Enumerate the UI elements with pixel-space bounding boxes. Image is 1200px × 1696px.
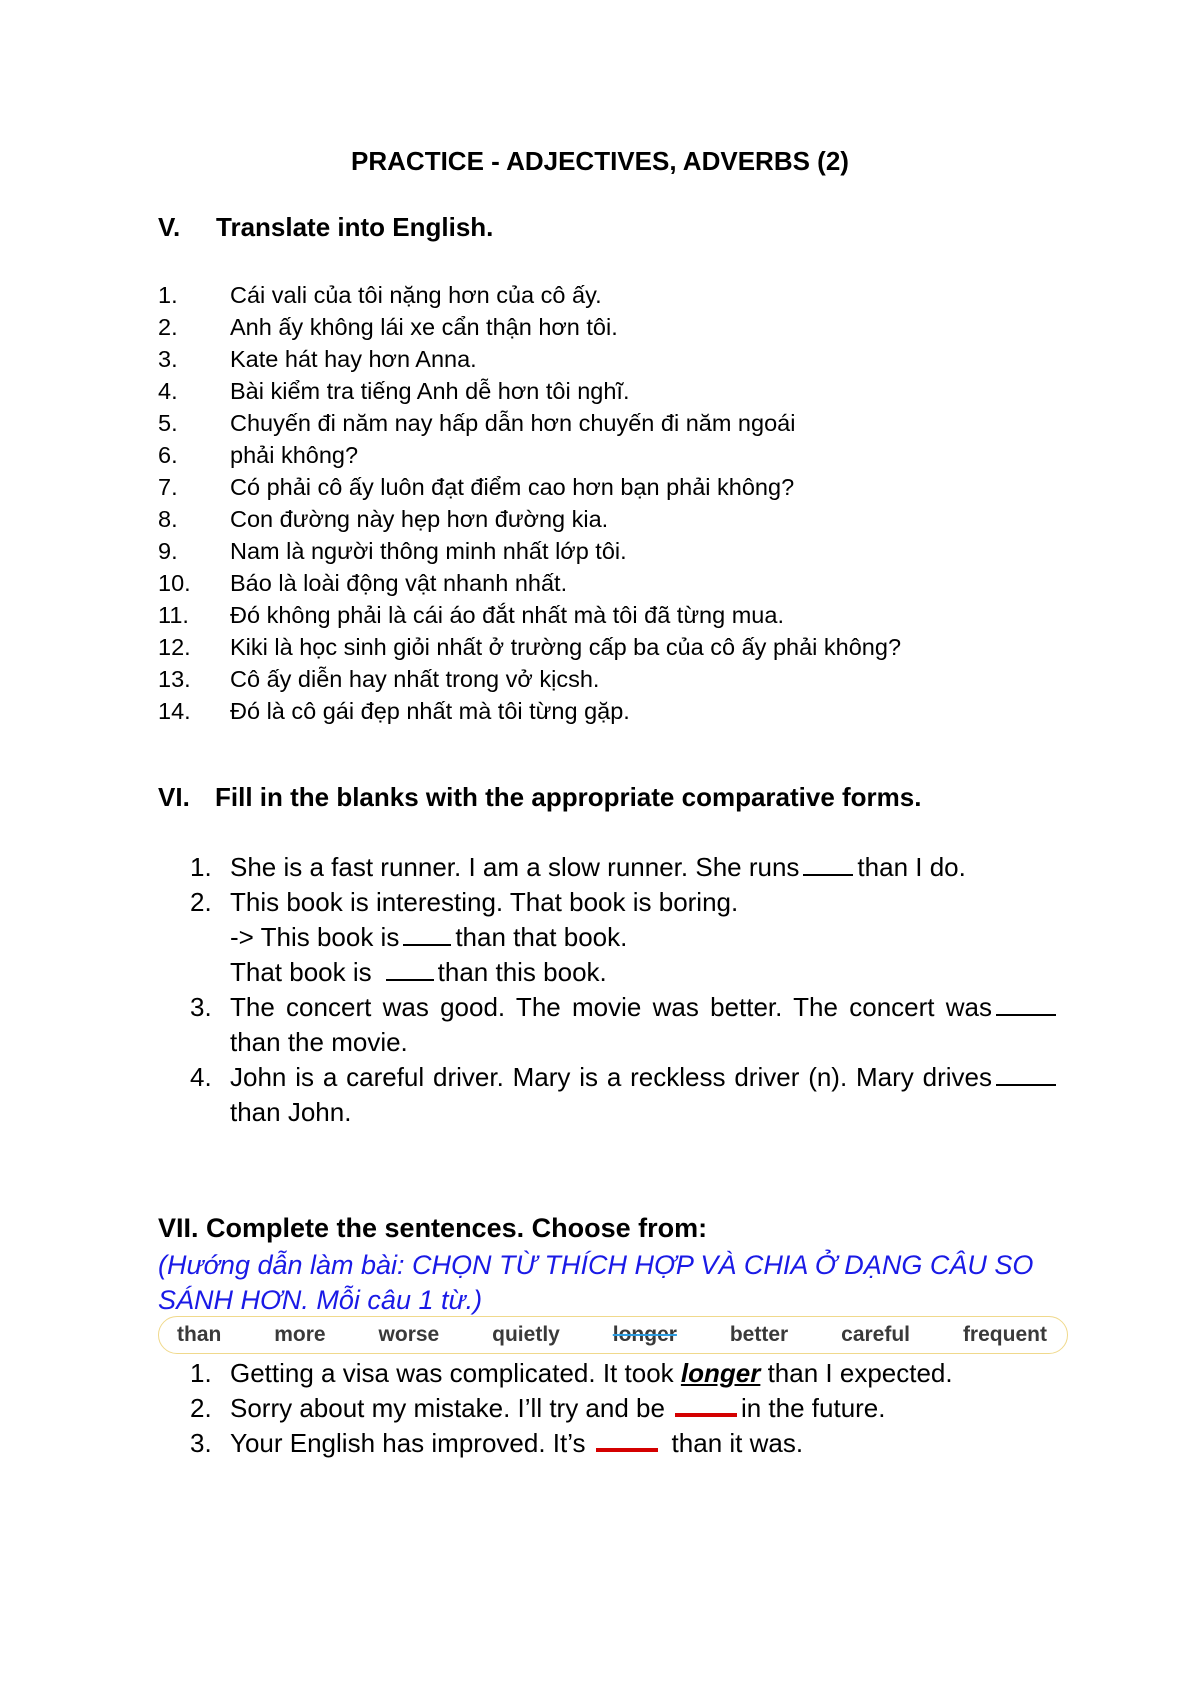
item-number: 2. bbox=[190, 1393, 212, 1423]
item-number: 8. bbox=[158, 506, 178, 532]
list-item bbox=[158, 503, 901, 535]
item-number: 2. bbox=[190, 887, 212, 917]
list-item bbox=[190, 1356, 1060, 1391]
list-item bbox=[158, 567, 901, 599]
word-bank-item: than bbox=[177, 1323, 222, 1346]
item-text: The concert was good. The movie was better. The concert was bbox=[230, 992, 992, 1022]
word-bank bbox=[158, 1316, 1068, 1354]
item-number: 6. bbox=[158, 442, 178, 468]
item-number: 1. bbox=[190, 1358, 212, 1388]
word-bank-item: frequent bbox=[962, 1323, 1047, 1346]
word-bank-item-used: longer bbox=[612, 1323, 677, 1346]
word-bank-item: better bbox=[729, 1323, 789, 1346]
list-item bbox=[158, 535, 901, 567]
section-7-heading: VII. Complete the sentences. Choose from: bbox=[158, 1213, 708, 1243]
item-number: 1. bbox=[190, 852, 212, 882]
item-text: phải không? bbox=[230, 442, 359, 468]
item-number: 4. bbox=[158, 378, 178, 404]
example-answer: longer bbox=[680, 1358, 761, 1388]
word-bank-item: more bbox=[274, 1323, 326, 1346]
item-text: That book is bbox=[230, 957, 372, 987]
item-text: Cái vali của tôi nặng hơn của cô ấy. bbox=[230, 282, 602, 308]
item-text: Nam là người thông minh nhất lớp tôi. bbox=[230, 538, 627, 564]
item-text: Sorry about my mistake. I’ll try and be bbox=[230, 1393, 665, 1423]
list-item bbox=[190, 1426, 1060, 1461]
list-item bbox=[158, 311, 901, 343]
item-number: 14. bbox=[158, 698, 191, 724]
item-number: 4. bbox=[190, 1062, 212, 1092]
list-item bbox=[158, 631, 901, 663]
list-item bbox=[158, 439, 901, 471]
item-text: Bài kiểm tra tiếng Anh dễ hơn tôi nghĩ. bbox=[230, 378, 630, 404]
list-item bbox=[158, 279, 901, 311]
answer-blank[interactable] bbox=[403, 922, 451, 946]
answer-blank[interactable] bbox=[996, 1062, 1056, 1086]
translate-list bbox=[158, 279, 901, 727]
word-bank-item: careful bbox=[841, 1323, 911, 1346]
item-number: 5. bbox=[158, 410, 178, 436]
answer-blank[interactable] bbox=[386, 957, 434, 981]
list-item bbox=[158, 343, 901, 375]
list-item bbox=[190, 850, 1060, 885]
section-number: VI. bbox=[158, 782, 190, 812]
list-item bbox=[190, 990, 1060, 1060]
item-text: Getting a visa was complicated. It took bbox=[230, 1358, 674, 1388]
section-5-heading bbox=[158, 212, 493, 243]
item-text: Báo là loài động vật nhanh nhất. bbox=[230, 570, 568, 596]
list-item bbox=[190, 1391, 1060, 1426]
item-text: Có phải cô ấy luôn đạt điểm cao hơn bạn phải không? bbox=[230, 474, 795, 500]
page-title: PRACTICE - ADJECTIVES, ADVERBS (2) bbox=[351, 146, 849, 176]
section-title: Translate into English. bbox=[216, 212, 494, 242]
item-text: than John. bbox=[230, 1097, 352, 1127]
list-item bbox=[158, 375, 901, 407]
item-text: Kate hát hay hơn Anna. bbox=[230, 346, 477, 372]
item-number: 3. bbox=[158, 346, 178, 372]
answer-blank[interactable] bbox=[803, 852, 853, 876]
list-item bbox=[190, 885, 1060, 990]
item-number: 13. bbox=[158, 666, 191, 692]
item-number: 3. bbox=[190, 1428, 212, 1458]
complete-sentences-list bbox=[190, 1356, 1060, 1461]
item-text: Kiki là học sinh giỏi nhất ở trường cấp ba của cô ấy phải không? bbox=[230, 634, 902, 660]
item-number: 12. bbox=[158, 634, 191, 660]
item-number: 9. bbox=[158, 538, 178, 564]
answer-blank[interactable] bbox=[996, 992, 1056, 1016]
list-item bbox=[158, 599, 901, 631]
item-number: 3. bbox=[190, 992, 212, 1022]
item-text: Chuyến đi năm nay hấp dẫn hơn chuyến đi năm ngoái bbox=[230, 410, 796, 436]
word-bank-item: quietly bbox=[492, 1323, 560, 1346]
item-number: 7. bbox=[158, 474, 178, 500]
item-text: John is a careful driver. Mary is a reckless driver (n). Mary drives bbox=[230, 1062, 992, 1092]
item-text: than the movie. bbox=[230, 1027, 408, 1057]
item-text: -> This book is bbox=[230, 922, 400, 952]
list-item bbox=[158, 663, 901, 695]
fill-blanks-list bbox=[190, 850, 1060, 1130]
section-number: V. bbox=[158, 212, 181, 242]
list-item bbox=[158, 407, 901, 439]
section-6-heading bbox=[158, 782, 921, 813]
item-text: Your English has improved. It’s bbox=[230, 1428, 586, 1458]
item-number: 10. bbox=[158, 570, 191, 596]
item-text: than that book. bbox=[455, 922, 628, 952]
item-text: Anh ấy không lái xe cẩn thận hơn tôi. bbox=[230, 314, 618, 340]
list-item bbox=[158, 695, 901, 727]
item-number: 2. bbox=[158, 314, 178, 340]
list-item bbox=[190, 1060, 1060, 1130]
item-text: in the future. bbox=[740, 1393, 886, 1423]
item-text: than I expected. bbox=[767, 1358, 953, 1388]
answer-blank[interactable] bbox=[596, 1426, 658, 1452]
word-bank-item: worse bbox=[378, 1323, 440, 1346]
item-number: 1. bbox=[158, 282, 178, 308]
section-7-instruction: (Hướng dẫn làm bài: CHỌN TỪ THÍCH HỢP VÀ CHIA Ở DẠNG CÂU SO SÁNH HƠN. Mỗi câu 1 từ.) bbox=[158, 1250, 1034, 1315]
item-text: Cô ấy diễn hay nhất trong vở kịcsh. bbox=[230, 666, 600, 692]
list-item bbox=[158, 471, 901, 503]
item-text: Đó là cô gái đẹp nhất mà tôi từng gặp. bbox=[230, 698, 630, 724]
answer-blank[interactable] bbox=[675, 1391, 737, 1417]
item-text: than it was. bbox=[671, 1428, 804, 1458]
item-text: She is a fast runner. I am a slow runner. She runs bbox=[230, 852, 800, 882]
item-text: Đó không phải là cái áo đắt nhất mà tôi đã từng mua. bbox=[230, 602, 784, 628]
item-text: than this book. bbox=[437, 957, 607, 987]
item-text: than I do. bbox=[857, 852, 966, 882]
section-title: Fill in the blanks with the appropriate comparative forms. bbox=[215, 782, 922, 812]
item-text: Con đường này hẹp hơn đường kia. bbox=[230, 506, 609, 532]
item-text: This book is interesting. That book is boring. bbox=[230, 887, 739, 917]
item-number: 11. bbox=[158, 602, 189, 628]
